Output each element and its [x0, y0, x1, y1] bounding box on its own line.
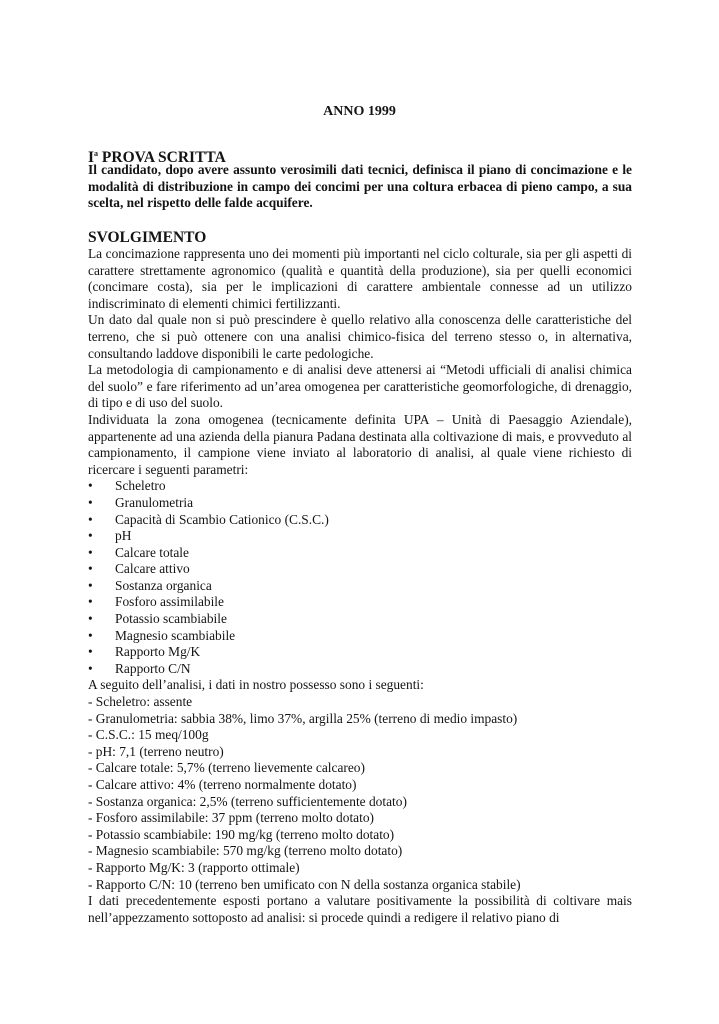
exam-heading-superscript: a: [94, 149, 99, 158]
list-item-label: Capacità di Scambio Cationico (C.S.C.): [115, 511, 329, 527]
parameter-list: [88, 478, 632, 677]
list-item: [88, 644, 632, 661]
paragraph: La metodologia di campionamento e di analisi deve attenersi ai “Metodi ufficiali di analisi chimica del suolo” e fare riferimento ad un’area omogenea per caratteristiche geomorfologiche, di drenaggio, di tipo e di uso del suolo.: [88, 362, 632, 411]
bullet-icon: •: [88, 594, 93, 610]
list-item-label: pH: [115, 528, 132, 544]
list-item-label: Fosforo assimilabile: [115, 594, 224, 610]
result-item: - Potassio scambiabile: 190 mg/kg (terreno molto dotato): [88, 826, 395, 842]
result-item: - Calcare attivo: 4% (terreno normalmente dotato): [88, 777, 357, 792]
result-item: - Rapporto Mg/K: 3 (rapporto ottimale): [88, 859, 300, 875]
bullet-icon: •: [88, 494, 93, 510]
list-item-label: Magnesio scambiabile: [115, 627, 236, 643]
exam-heading-number: I: [88, 149, 95, 166]
result-item: - pH: 7,1 (terreno neutro): [88, 743, 224, 759]
list-item-label: Potassio scambiabile: [115, 611, 227, 627]
list-item: [88, 561, 632, 578]
exam-task: Il candidato, dopo avere assunto verosimili dati tecnici, definisca il piano di concimazione e le modalità di distribuzione in campo dei concimi per una coltura erbacea di pieno campo, a sua scelta, nel rispetto delle falde acquifere.: [88, 162, 632, 211]
list-item: [88, 478, 632, 495]
result-item: - Fosforo assimilabile: 37 ppm (terreno molto dotato): [88, 810, 374, 826]
result-item: - Granulometria: sabbia 38%, limo 37%, argilla 25% (terreno di medio impasto): [88, 710, 518, 726]
bullet-icon: •: [88, 561, 93, 577]
result-item: - Calcare totale: 5,7% (terreno lievemente calcareo): [88, 760, 365, 776]
list-item: [88, 611, 632, 628]
bullet-icon: •: [88, 611, 93, 627]
bullet-icon: •: [88, 644, 93, 660]
result-item: - Rapporto C/N: 10 (terreno ben umificato con N della sostanza organica stabile): [88, 876, 521, 892]
list-item: [88, 512, 632, 529]
list-item-label: Granulometria: [115, 494, 194, 510]
list-item-label: Sostanza organica: [115, 577, 212, 593]
bullet-icon: •: [88, 627, 93, 643]
result-item: - C.S.C.: 15 meq/100g: [88, 727, 209, 743]
paragraph: La concimazione rappresenta uno dei momenti più importanti nel ciclo colturale, sia per gli aspetti di carattere strettamente agronomico (qualità e quantità della produzione), sia per quelli economici (concimare costa), sia per le implicazioni di carattere ambientale connesse ad un utilizzo indiscriminato di elementi chimici fertilizzanti.: [88, 246, 632, 311]
closing-paragraph: I dati precedentemente esposti portano a valutare positivamente la possibilità di coltivare mais nell’appezzamento sottoposto ad analisi: si procede quindi a redigere il relativo piano di: [88, 893, 632, 925]
bullet-icon: •: [88, 528, 93, 544]
list-item-label: Calcare totale: [115, 544, 189, 560]
list-item-label: Scheletro: [115, 478, 166, 494]
result-item: - Scheletro: assente: [88, 694, 193, 710]
bullet-icon: •: [88, 511, 93, 527]
results-list: [88, 694, 632, 893]
list-item: [88, 594, 632, 611]
list-item: [88, 545, 632, 562]
results-intro: A seguito dell’analisi, i dati in nostro possesso sono i seguenti:: [88, 677, 424, 693]
list-item: [88, 578, 632, 595]
bullet-icon: •: [88, 544, 93, 560]
section-heading: SVOLGIMENTO: [88, 229, 207, 246]
document-body: [88, 246, 632, 926]
bullet-icon: •: [88, 577, 93, 593]
list-item-label: Calcare attivo: [115, 561, 190, 577]
list-item-label: Rapporto Mg/K: [115, 644, 201, 660]
exam-heading-label: PROVA SCRITTA: [98, 149, 226, 166]
document-title: ANNO 1999: [323, 104, 396, 119]
list-item: [88, 661, 632, 678]
list-item: [88, 495, 632, 512]
result-item: - Magnesio scambiabile: 570 mg/kg (terreno molto dotato): [88, 843, 403, 859]
bullet-icon: •: [88, 660, 93, 676]
list-item: [88, 528, 632, 545]
list-item-label: Rapporto C/N: [115, 660, 191, 676]
list-item: [88, 628, 632, 645]
bullet-icon: •: [88, 478, 93, 494]
paragraph: Un dato dal quale non si può prescindere è quello relativo alla conoscenza delle caratteristiche del terreno, che si può ottenere con una analisi chimico-fisica del terreno stesso o, in alternativa, consultando laddove disponibili le carte pedologiche.: [88, 312, 632, 361]
result-item: - Sostanza organica: 2,5% (terreno sufficientemente dotato): [88, 793, 407, 809]
paragraph: Individuata la zona omogenea (tecnicamente definita UPA – Unità di Paesaggio Aziendale), appartenente ad una azienda della pianura Padana destinata alla coltivazione di mais, e provveduto al campionamento, il campione viene inviato al laboratorio di analisi, al quale viene richiesto di ricercare i seguenti parametri:: [88, 411, 632, 477]
